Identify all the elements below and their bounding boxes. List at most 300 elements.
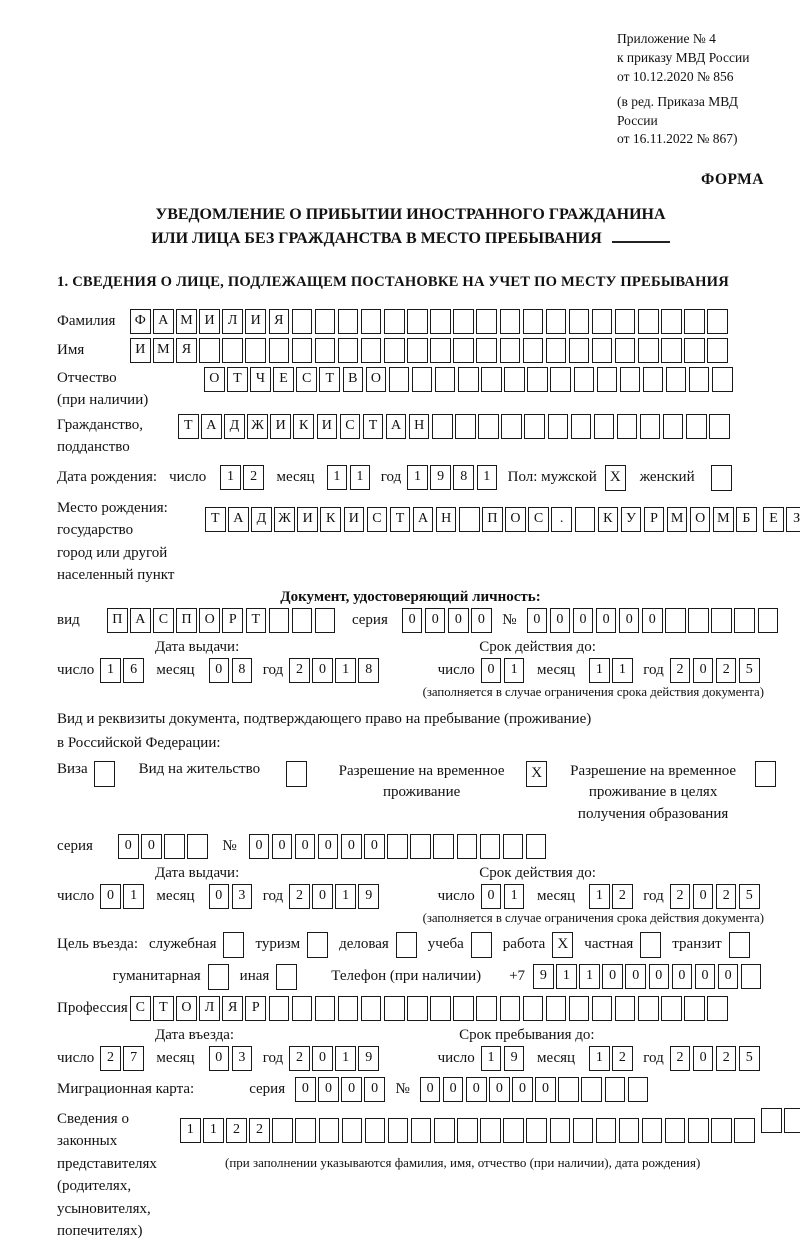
form-cell[interactable] (458, 367, 479, 392)
form-cell[interactable] (478, 414, 499, 439)
form-cell[interactable] (407, 309, 428, 334)
form-cell[interactable]: 1 (335, 658, 356, 683)
form-cell[interactable] (619, 1118, 640, 1143)
form-cell[interactable] (615, 996, 636, 1021)
form-cell[interactable]: Д (251, 507, 272, 532)
form-cell[interactable]: О (690, 507, 711, 532)
form-cell[interactable] (315, 996, 336, 1021)
form-cell[interactable]: 0 (527, 608, 548, 633)
form-cell[interactable]: 2 (612, 1046, 633, 1071)
form-cell[interactable] (526, 1118, 547, 1143)
edu-permit-checkbox[interactable] (755, 761, 776, 787)
form-cell[interactable]: С (367, 507, 388, 532)
form-cell[interactable]: 0 (443, 1077, 464, 1102)
form-cell[interactable]: Я (222, 996, 243, 1021)
form-cell[interactable]: Л (222, 309, 243, 334)
form-cell[interactable]: 0 (312, 884, 333, 909)
form-cell[interactable] (338, 996, 359, 1021)
form-cell[interactable] (661, 996, 682, 1021)
form-cell[interactable] (453, 996, 474, 1021)
form-cell[interactable]: Н (436, 507, 457, 532)
form-cell[interactable] (407, 996, 428, 1021)
form-cell[interactable]: 1 (589, 884, 610, 909)
form-cell[interactable] (638, 309, 659, 334)
form-cell[interactable]: 0 (466, 1077, 487, 1102)
form-cell[interactable]: 0 (619, 608, 640, 633)
form-cell[interactable]: 9 (430, 465, 451, 490)
form-cell[interactable]: 6 (123, 658, 144, 683)
form-cell[interactable]: В (343, 367, 364, 392)
form-cell[interactable] (615, 338, 636, 363)
form-cell[interactable] (319, 1118, 340, 1143)
form-cell[interactable]: 8 (358, 658, 379, 683)
purpose-option-checkbox[interactable] (396, 932, 417, 958)
form-cell[interactable]: 1 (612, 658, 633, 683)
form-cell[interactable]: 1 (579, 964, 600, 989)
form-cell[interactable]: 1 (220, 465, 241, 490)
form-cell[interactable] (569, 309, 590, 334)
purpose-option-checkbox[interactable] (471, 932, 492, 958)
form-cell[interactable]: С (153, 608, 174, 633)
form-cell[interactable] (292, 996, 313, 1021)
form-cell[interactable]: 2 (612, 884, 633, 909)
form-cell[interactable] (784, 1108, 800, 1133)
form-cell[interactable]: У (621, 507, 642, 532)
form-cell[interactable]: 2 (243, 465, 264, 490)
purpose-option-checkbox[interactable] (208, 964, 229, 990)
form-cell[interactable]: 2 (670, 884, 691, 909)
form-cell[interactable] (315, 338, 336, 363)
form-cell[interactable]: 1 (327, 465, 348, 490)
form-cell[interactable] (638, 338, 659, 363)
form-cell[interactable]: Я (176, 338, 197, 363)
form-cell[interactable] (642, 1118, 663, 1143)
form-cell[interactable]: Р (644, 507, 665, 532)
form-cell[interactable]: А (413, 507, 434, 532)
form-cell[interactable]: 0 (295, 834, 316, 859)
form-cell[interactable] (684, 309, 705, 334)
form-cell[interactable] (388, 1118, 409, 1143)
form-cell[interactable] (569, 996, 590, 1021)
form-cell[interactable] (500, 338, 521, 363)
form-cell[interactable]: К (320, 507, 341, 532)
form-cell[interactable]: И (199, 309, 220, 334)
form-cell[interactable] (430, 338, 451, 363)
form-cell[interactable] (476, 996, 497, 1021)
form-cell[interactable]: Т (363, 414, 384, 439)
form-cell[interactable] (365, 1118, 386, 1143)
form-cell[interactable] (199, 338, 220, 363)
form-cell[interactable] (707, 338, 728, 363)
form-cell[interactable]: И (317, 414, 338, 439)
form-cell[interactable] (661, 309, 682, 334)
form-cell[interactable]: 0 (209, 658, 230, 683)
form-cell[interactable]: 2 (716, 884, 737, 909)
form-cell[interactable] (501, 414, 522, 439)
form-cell[interactable] (245, 338, 266, 363)
form-cell[interactable]: 0 (649, 964, 670, 989)
form-cell[interactable]: 2 (670, 658, 691, 683)
form-cell[interactable] (523, 309, 544, 334)
gender-female-checkbox[interactable] (711, 465, 732, 491)
form-cell[interactable]: Ф (130, 309, 151, 334)
purpose-option-checkbox[interactable]: X (552, 932, 573, 958)
form-cell[interactable]: 0 (295, 1077, 316, 1102)
form-cell[interactable] (476, 309, 497, 334)
form-cell[interactable]: С (340, 414, 361, 439)
form-cell[interactable] (410, 834, 431, 859)
form-cell[interactable] (711, 1118, 732, 1143)
form-cell[interactable]: 1 (407, 465, 428, 490)
form-cell[interactable] (292, 309, 313, 334)
form-cell[interactable]: М (176, 309, 197, 334)
form-cell[interactable] (295, 1118, 316, 1143)
form-cell[interactable] (432, 414, 453, 439)
form-cell[interactable]: 1 (481, 1046, 502, 1071)
form-cell[interactable]: 0 (573, 608, 594, 633)
form-cell[interactable]: 5 (739, 1046, 760, 1071)
form-cell[interactable] (597, 367, 618, 392)
form-cell[interactable]: 1 (100, 658, 121, 683)
form-cell[interactable]: 1 (203, 1118, 224, 1143)
form-cell[interactable]: О (204, 367, 225, 392)
form-cell[interactable] (643, 367, 664, 392)
form-cell[interactable] (684, 996, 705, 1021)
form-cell[interactable]: 9 (358, 1046, 379, 1071)
purpose-option-checkbox[interactable] (307, 932, 328, 958)
form-cell[interactable] (546, 338, 567, 363)
residence-permit-checkbox[interactable] (286, 761, 307, 787)
form-cell[interactable] (741, 964, 762, 989)
form-cell[interactable] (573, 1118, 594, 1143)
form-cell[interactable]: 0 (695, 964, 716, 989)
form-cell[interactable]: 1 (589, 658, 610, 683)
form-cell[interactable]: С (130, 996, 151, 1021)
form-cell[interactable]: 0 (602, 964, 623, 989)
form-cell[interactable]: 2 (716, 1046, 737, 1071)
form-cell[interactable] (269, 608, 290, 633)
form-cell[interactable]: Т (390, 507, 411, 532)
form-cell[interactable]: 2 (226, 1118, 247, 1143)
form-cell[interactable] (558, 1077, 579, 1102)
form-cell[interactable]: П (107, 608, 128, 633)
form-cell[interactable]: 0 (318, 834, 339, 859)
form-cell[interactable]: И (297, 507, 318, 532)
form-cell[interactable]: Т (205, 507, 226, 532)
form-cell[interactable] (712, 367, 733, 392)
form-cell[interactable] (524, 414, 545, 439)
form-cell[interactable]: О (176, 996, 197, 1021)
form-cell[interactable] (272, 1118, 293, 1143)
form-cell[interactable]: О (199, 608, 220, 633)
form-cell[interactable]: 9 (358, 884, 379, 909)
form-cell[interactable]: 2 (289, 658, 310, 683)
form-cell[interactable]: 2 (249, 1118, 270, 1143)
form-cell[interactable] (615, 309, 636, 334)
form-cell[interactable] (292, 338, 313, 363)
form-cell[interactable] (758, 608, 779, 633)
form-cell[interactable] (546, 309, 567, 334)
form-cell[interactable] (689, 367, 710, 392)
form-cell[interactable]: 0 (141, 834, 162, 859)
form-cell[interactable]: 1 (180, 1118, 201, 1143)
form-cell[interactable] (640, 414, 661, 439)
form-cell[interactable] (594, 414, 615, 439)
form-cell[interactable] (433, 834, 454, 859)
form-cell[interactable] (575, 507, 596, 532)
form-cell[interactable]: Д (224, 414, 245, 439)
form-cell[interactable]: К (293, 414, 314, 439)
form-cell[interactable] (503, 834, 524, 859)
form-cell[interactable] (571, 414, 592, 439)
form-cell[interactable]: О (366, 367, 387, 392)
form-cell[interactable] (315, 608, 336, 633)
form-cell[interactable] (315, 309, 336, 334)
form-cell[interactable] (523, 996, 544, 1021)
form-cell[interactable]: М (667, 507, 688, 532)
form-cell[interactable]: 2 (100, 1046, 121, 1071)
form-cell[interactable] (503, 1118, 524, 1143)
form-cell[interactable] (342, 1118, 363, 1143)
form-cell[interactable] (617, 414, 638, 439)
purpose-option-checkbox[interactable] (640, 932, 661, 958)
form-cell[interactable] (222, 338, 243, 363)
form-cell[interactable]: И (344, 507, 365, 532)
form-cell[interactable]: 0 (693, 658, 714, 683)
form-cell[interactable] (434, 1118, 455, 1143)
form-cell[interactable]: 1 (504, 884, 525, 909)
form-cell[interactable]: 0 (318, 1077, 339, 1102)
form-cell[interactable] (688, 1118, 709, 1143)
form-cell[interactable]: 0 (642, 608, 663, 633)
form-cell[interactable] (480, 1118, 501, 1143)
form-cell[interactable]: 7 (123, 1046, 144, 1071)
form-cell[interactable] (638, 996, 659, 1021)
form-cell[interactable] (709, 414, 730, 439)
form-cell[interactable]: Т (246, 608, 267, 633)
form-cell[interactable] (457, 834, 478, 859)
form-cell[interactable]: Я (269, 309, 290, 334)
form-cell[interactable] (546, 996, 567, 1021)
form-cell[interactable] (620, 367, 641, 392)
form-cell[interactable] (707, 309, 728, 334)
form-cell[interactable]: 5 (739, 884, 760, 909)
form-cell[interactable]: 0 (535, 1077, 556, 1102)
form-cell[interactable]: . (551, 507, 572, 532)
form-cell[interactable]: 0 (481, 884, 502, 909)
form-cell[interactable] (581, 1077, 602, 1102)
form-cell[interactable]: 1 (504, 658, 525, 683)
form-cell[interactable] (550, 1118, 571, 1143)
form-cell[interactable]: 0 (118, 834, 139, 859)
form-cell[interactable] (550, 367, 571, 392)
form-cell[interactable]: 0 (100, 884, 121, 909)
form-cell[interactable]: А (130, 608, 151, 633)
form-cell[interactable]: 8 (453, 465, 474, 490)
form-cell[interactable]: 0 (364, 834, 385, 859)
form-cell[interactable] (592, 309, 613, 334)
form-cell[interactable] (688, 608, 709, 633)
form-cell[interactable]: 1 (335, 884, 356, 909)
form-cell[interactable]: 3 (232, 1046, 253, 1071)
form-cell[interactable]: Ч (250, 367, 271, 392)
form-cell[interactable]: 0 (312, 658, 333, 683)
form-cell[interactable] (686, 414, 707, 439)
form-cell[interactable]: А (386, 414, 407, 439)
form-cell[interactable] (384, 309, 405, 334)
form-cell[interactable] (459, 507, 480, 532)
form-cell[interactable]: 3 (232, 884, 253, 909)
form-cell[interactable] (480, 834, 501, 859)
form-cell[interactable] (269, 996, 290, 1021)
form-cell[interactable] (684, 338, 705, 363)
form-cell[interactable]: 0 (471, 608, 492, 633)
form-cell[interactable] (361, 309, 382, 334)
purpose-option-checkbox[interactable] (276, 964, 297, 990)
form-cell[interactable]: М (153, 338, 174, 363)
form-cell[interactable]: И (130, 338, 151, 363)
purpose-option-checkbox[interactable] (223, 932, 244, 958)
form-cell[interactable] (269, 338, 290, 363)
form-cell[interactable] (384, 996, 405, 1021)
form-cell[interactable]: 8 (232, 658, 253, 683)
form-cell[interactable]: С (528, 507, 549, 532)
form-cell[interactable] (387, 834, 408, 859)
form-cell[interactable]: 0 (272, 834, 293, 859)
form-cell[interactable] (574, 367, 595, 392)
form-cell[interactable]: 5 (739, 658, 760, 683)
form-cell[interactable]: 0 (448, 608, 469, 633)
form-cell[interactable]: 0 (364, 1077, 385, 1102)
form-cell[interactable] (389, 367, 410, 392)
form-cell[interactable] (711, 608, 732, 633)
form-cell[interactable]: 2 (716, 658, 737, 683)
form-cell[interactable]: Т (153, 996, 174, 1021)
form-cell[interactable] (361, 338, 382, 363)
form-cell[interactable]: 2 (289, 884, 310, 909)
form-cell[interactable] (457, 1118, 478, 1143)
form-cell[interactable]: П (176, 608, 197, 633)
form-cell[interactable]: А (153, 309, 174, 334)
form-cell[interactable]: О (505, 507, 526, 532)
form-cell[interactable]: 0 (672, 964, 693, 989)
form-cell[interactable]: Т (319, 367, 340, 392)
form-cell[interactable]: 1 (123, 884, 144, 909)
form-cell[interactable]: 0 (596, 608, 617, 633)
form-cell[interactable]: С (296, 367, 317, 392)
form-cell[interactable]: Н (409, 414, 430, 439)
form-cell[interactable]: А (228, 507, 249, 532)
form-cell[interactable] (412, 367, 433, 392)
form-cell[interactable]: Р (245, 996, 266, 1021)
form-cell[interactable] (453, 309, 474, 334)
form-cell[interactable] (734, 1118, 755, 1143)
form-cell[interactable] (500, 309, 521, 334)
form-cell[interactable]: Ж (247, 414, 268, 439)
form-cell[interactable] (523, 338, 544, 363)
form-cell[interactable]: 0 (625, 964, 646, 989)
form-cell[interactable] (407, 338, 428, 363)
form-cell[interactable] (187, 834, 208, 859)
form-cell[interactable] (707, 996, 728, 1021)
form-cell[interactable]: Ж (274, 507, 295, 532)
form-cell[interactable] (338, 309, 359, 334)
form-cell[interactable]: Р (222, 608, 243, 633)
form-cell[interactable]: Е (273, 367, 294, 392)
form-cell[interactable] (361, 996, 382, 1021)
form-cell[interactable] (605, 1077, 626, 1102)
form-cell[interactable] (411, 1118, 432, 1143)
form-cell[interactable]: 1 (477, 465, 498, 490)
form-cell[interactable]: К (598, 507, 619, 532)
form-cell[interactable]: И (245, 309, 266, 334)
visa-checkbox[interactable] (94, 761, 115, 787)
form-cell[interactable] (592, 338, 613, 363)
form-cell[interactable] (481, 367, 502, 392)
form-cell[interactable]: Т (227, 367, 248, 392)
form-cell[interactable] (476, 338, 497, 363)
form-cell[interactable] (596, 1118, 617, 1143)
gender-male-checkbox[interactable]: X (605, 465, 626, 491)
form-cell[interactable]: 0 (481, 658, 502, 683)
form-cell[interactable] (665, 608, 686, 633)
form-cell[interactable] (430, 996, 451, 1021)
form-cell[interactable]: 0 (693, 884, 714, 909)
form-cell[interactable]: 0 (420, 1077, 441, 1102)
temp-permit-checkbox[interactable]: X (526, 761, 547, 787)
form-cell[interactable]: 1 (556, 964, 577, 989)
form-cell[interactable]: Б (736, 507, 757, 532)
form-cell[interactable]: 0 (209, 1046, 230, 1071)
form-cell[interactable]: 0 (249, 834, 270, 859)
form-cell[interactable] (663, 414, 684, 439)
form-cell[interactable]: 1 (335, 1046, 356, 1071)
form-cell[interactable] (504, 367, 525, 392)
form-cell[interactable]: 0 (312, 1046, 333, 1071)
form-cell[interactable] (292, 608, 313, 633)
form-cell[interactable]: 0 (425, 608, 446, 633)
form-cell[interactable]: И (270, 414, 291, 439)
form-cell[interactable]: Е (763, 507, 784, 532)
form-cell[interactable]: 1 (589, 1046, 610, 1071)
purpose-option-checkbox[interactable] (729, 932, 750, 958)
form-cell[interactable]: 0 (209, 884, 230, 909)
form-cell[interactable] (453, 338, 474, 363)
form-cell[interactable]: П (482, 507, 503, 532)
form-cell[interactable] (592, 996, 613, 1021)
form-cell[interactable]: 0 (512, 1077, 533, 1102)
form-cell[interactable]: Т (178, 414, 199, 439)
form-cell[interactable]: 0 (341, 1077, 362, 1102)
form-cell[interactable]: 0 (693, 1046, 714, 1071)
form-cell[interactable]: 0 (489, 1077, 510, 1102)
form-cell[interactable]: М (713, 507, 734, 532)
form-cell[interactable] (665, 1118, 686, 1143)
form-cell[interactable]: А (201, 414, 222, 439)
form-cell[interactable]: 0 (341, 834, 362, 859)
form-cell[interactable] (384, 338, 405, 363)
form-cell[interactable]: 9 (533, 964, 554, 989)
form-cell[interactable]: 0 (550, 608, 571, 633)
form-cell[interactable] (569, 338, 590, 363)
form-cell[interactable] (734, 608, 755, 633)
form-cell[interactable]: 9 (504, 1046, 525, 1071)
form-cell[interactable] (430, 309, 451, 334)
form-cell[interactable] (761, 1108, 782, 1133)
form-cell[interactable] (455, 414, 476, 439)
form-cell[interactable] (527, 367, 548, 392)
form-cell[interactable]: 2 (289, 1046, 310, 1071)
